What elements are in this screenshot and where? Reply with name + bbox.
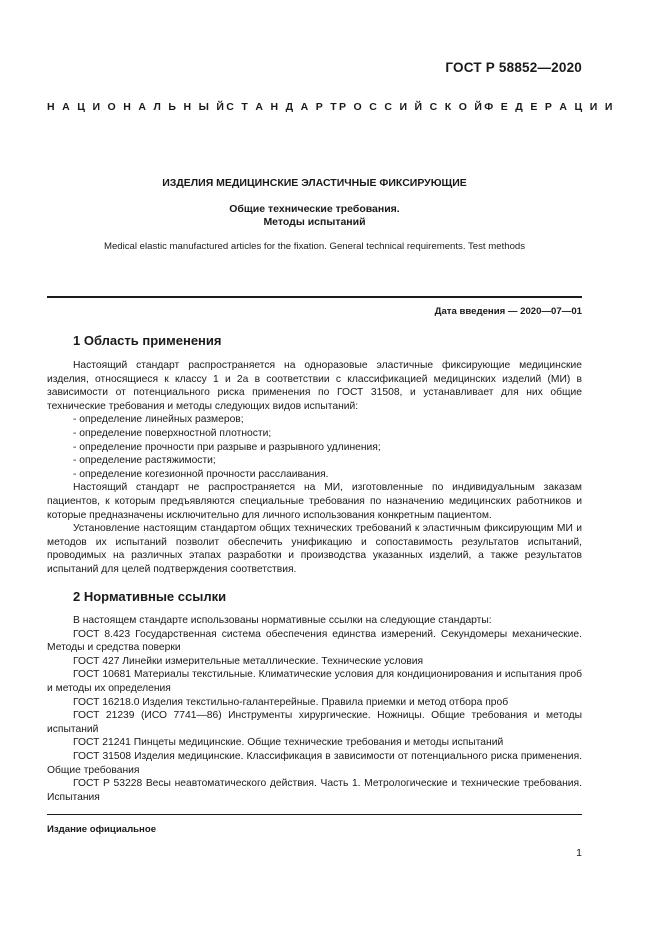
- header-divider: [47, 296, 582, 298]
- reference-item: ГОСТ 21241 Пинцеты медицинские. Общие технические требования и методы испытаний: [73, 737, 504, 749]
- section-heading-scope: 1 Область применения: [73, 333, 222, 348]
- subtitle-line-1: Общие технические требования.: [229, 203, 400, 215]
- reference-item: ГОСТ 21239 (ИСО 7741—86) Инструменты хирургические. Ножницы. Общие требования и методы испытаний: [47, 710, 582, 735]
- list-item: - определение линейных размеров;: [73, 414, 244, 426]
- footer-divider: [47, 814, 582, 815]
- reference-item: ГОСТ 10681 Материалы текстильные. Климатические условия для кондиционирования и испытания проб и методы их определения: [47, 669, 582, 694]
- list-item: - определение поверхностной плотности;: [73, 427, 272, 439]
- official-edition-label: Издание официальное: [47, 824, 157, 835]
- banner-word-national: Н А Ц И О Н А Л Ь Н Ы Й: [47, 101, 227, 113]
- banner-word-standard: С Т А Н Д А Р Т: [226, 101, 339, 113]
- paragraph: Установление настоящим стандартом общих технических требований к эластичным фиксирующим МИ и методов их испытаний позволит обеспечить унификацию и сопоставимость результатов испытаний, проводимых на различных этапах разработки и производства указанных изделий, а также результатов испытаний для целей подтверждения соответствия.: [47, 523, 582, 575]
- section-scope-body: [47, 359, 582, 577]
- english-title: Medical elastic manufactured articles for the fixation. General technical requirements. Test methods: [103, 241, 526, 252]
- national-standard-banner: [47, 101, 615, 113]
- reference-item: ГОСТ 31508 Изделия медицинские. Классификация в зависимости от потенциального риска применения. Общие требования: [47, 750, 582, 776]
- standard-number: ГОСТ Р 58852—2020: [445, 60, 582, 75]
- list-item: - определение прочности при разрыве и разрывного удлинения;: [73, 441, 381, 453]
- reference-item: ГОСТ Р 53228 Весы неавтоматического действия. Часть 1. Метрологические и технические требования. Испытания: [47, 778, 582, 803]
- section-references-body: [47, 614, 582, 804]
- banner-word-federation: Ф Е Д Е Р А Ц И И: [484, 101, 615, 113]
- banner-word-russian: Р О С С И Й С К О Й: [338, 101, 485, 113]
- reference-item: ГОСТ 8.423 Государственная система обеспечения единства измерений. Секундомеры механические. Методы и средства поверки: [47, 628, 582, 654]
- intro-date: Дата введения — 2020—07—01: [434, 306, 582, 317]
- list-item: - определение растяжимости;: [73, 455, 216, 467]
- document-title: ИЗДЕЛИЯ МЕДИЦИНСКИЕ ЭЛАСТИЧНЫЕ ФИКСИРУЮЩИЕ: [162, 177, 467, 189]
- paragraph: Настоящий стандарт распространяется на одноразовые эластичные фиксирующие медицинские изделия, относящиеся к классу 1 и 2а в соответствии с классификацией медицинских изделий (МИ) в зависимости от потенциального риска применения по ГОСТ 31508, и устанавливает для них общие технические требования и методы следующих видов испытаний:: [47, 360, 582, 412]
- list-item: - определение когезионной прочности расслаивания.: [73, 468, 329, 480]
- paragraph: В настоящем стандарте использованы нормативные ссылки на следующие стандарты:: [73, 615, 492, 626]
- reference-item: ГОСТ 427 Линейки измерительные металлические. Технические условия: [73, 655, 424, 667]
- page-number: 1: [576, 847, 582, 859]
- subtitle-line-2: Методы испытаний: [263, 216, 366, 228]
- section-heading-references: 2 Нормативные ссылки: [73, 589, 227, 604]
- reference-item: ГОСТ 16218.0 Изделия текстильно-галантерейные. Правила приемки и метод отбора проб: [73, 696, 509, 708]
- paragraph: Настоящий стандарт не распространяется на МИ, изготовленные по индивидуальным заказам пациентов, к которым предъявляются специальные требования по назначению медицинских работников и которые предназначены исключительно для личного использования конкретным пациентом.: [47, 482, 582, 521]
- document-subtitle: [47, 203, 582, 229]
